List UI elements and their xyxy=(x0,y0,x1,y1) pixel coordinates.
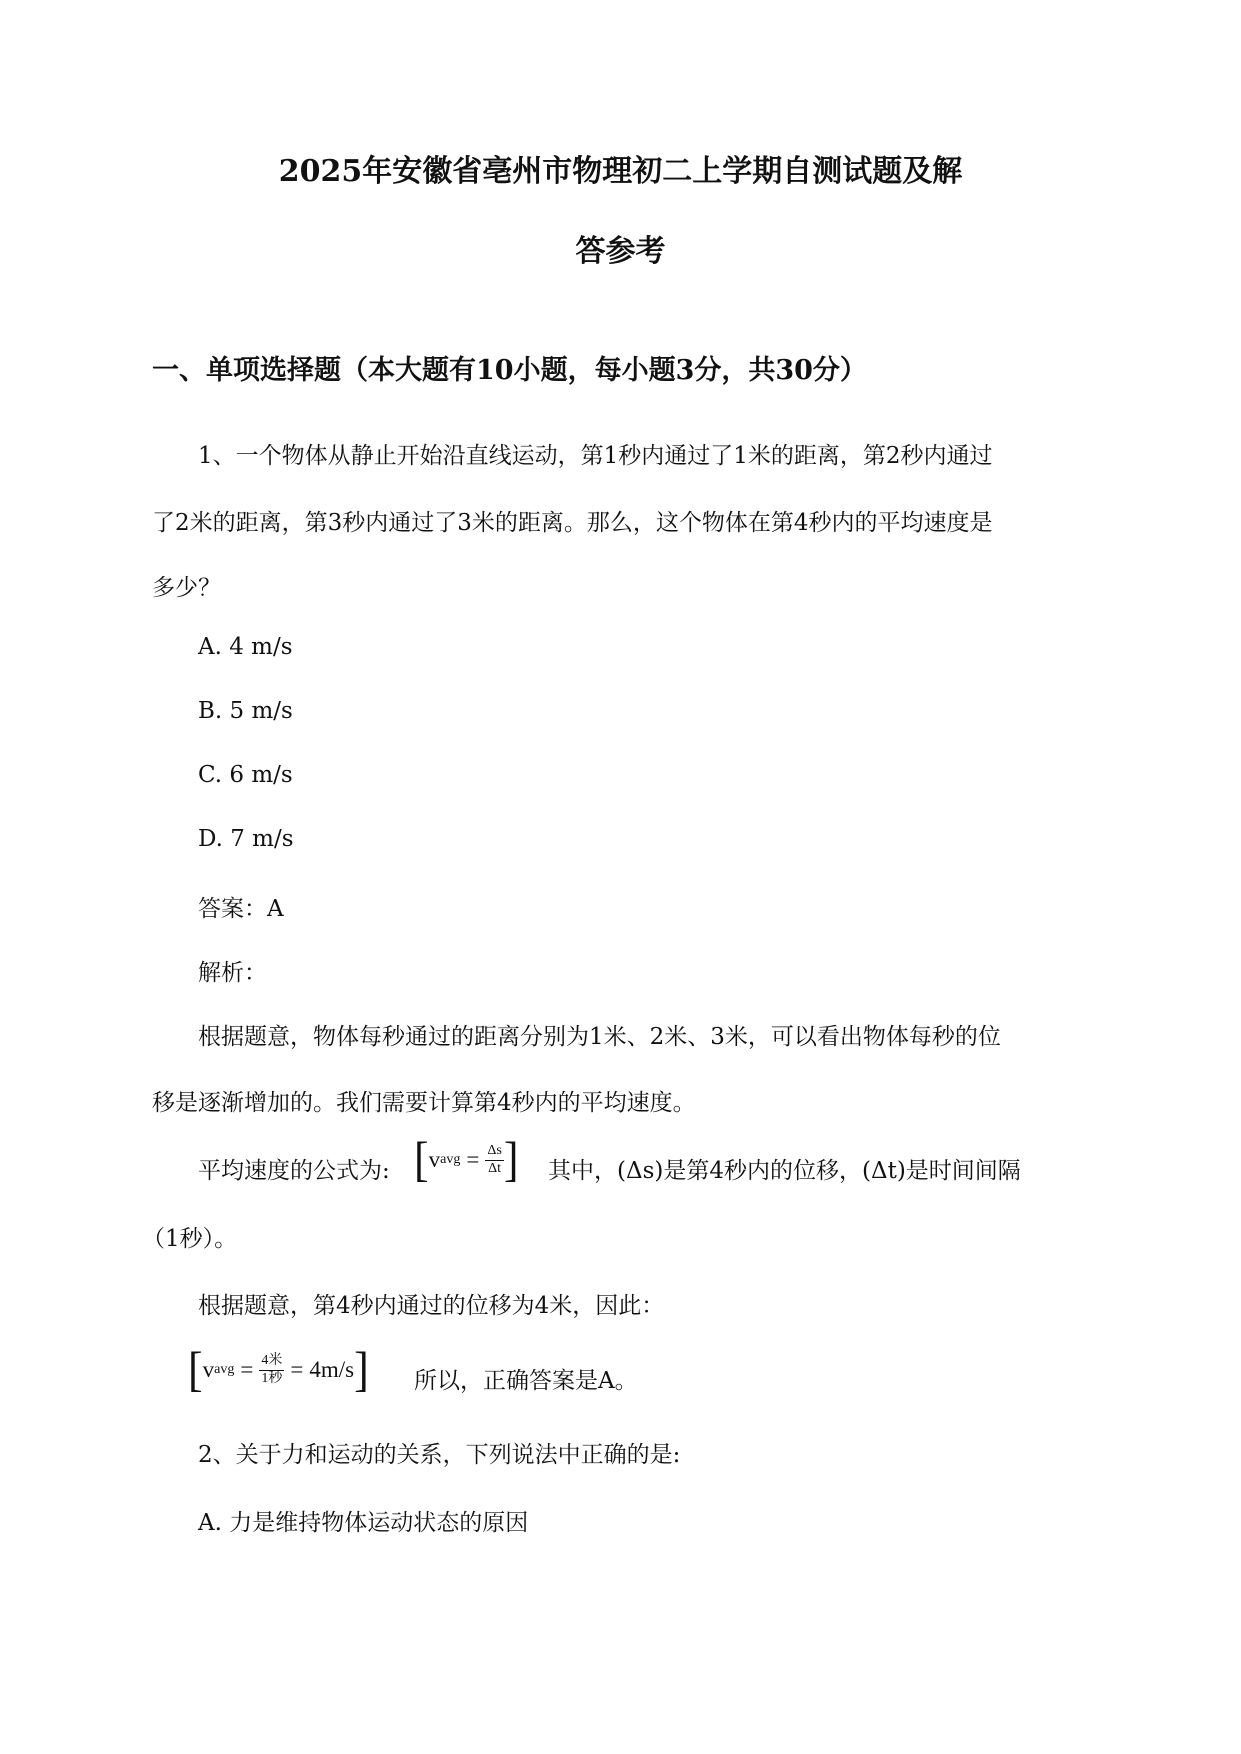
q1-formula-intro: 平均速度的公式为: xyxy=(198,1158,390,1184)
formula-numerator: Δs xyxy=(485,1143,503,1160)
q1-formula-after: 其中，(Δs)是第4秒内的位移，(Δt)是时间间隔 xyxy=(548,1158,1021,1184)
formula2-left-bracket: [ xyxy=(188,1342,203,1397)
document-title-line1: 2025年安徽省亳州市物理初二上学期自测试题及解 xyxy=(278,154,963,189)
formula-left-bracket: [ xyxy=(414,1132,429,1187)
q1-analysis-label: 解析： xyxy=(198,960,267,986)
q1-analysis-p3: 根据题意，第4秒内通过的位移为4米，因此： xyxy=(198,1293,665,1319)
q1-answer: 答案：A xyxy=(198,896,284,922)
formula2-subscript: avg xyxy=(214,1362,235,1377)
q1-conclusion: 所以，正确答案是A。 xyxy=(414,1368,638,1394)
result-formula xyxy=(188,1342,369,1397)
formula2-right-bracket: ] xyxy=(354,1342,369,1397)
q2-stem: 2、关于力和运动的关系，下列说法中正确的是: xyxy=(198,1442,681,1468)
formula-subscript: avg xyxy=(440,1152,461,1167)
formula-right-bracket: ] xyxy=(503,1132,519,1187)
q1-formula-after-line2: （1秒）。 xyxy=(142,1226,238,1252)
formula2-result: 4m/s xyxy=(309,1357,355,1382)
q1-option-b: B. 5 m/s xyxy=(198,698,293,724)
q1-analysis-p1-line1: 根据题意，物体每秒通过的距离分别为1米、2米、3米，可以看出物体每秒的位 xyxy=(198,1024,1001,1050)
q1-stem-line1: 1、一个物体从静止开始沿直线运动，第1秒内通过了1米的距离，第2秒内通过 xyxy=(198,443,993,469)
formula2-equals: = xyxy=(240,1357,254,1382)
formula2-variable: v xyxy=(202,1357,215,1382)
section-heading: 一、单项选择题（本大题有10小题，每小题3分，共30分） xyxy=(152,355,867,386)
formula2-equals-2: = xyxy=(290,1357,304,1382)
q1-option-d: D. 7 m/s xyxy=(198,826,294,852)
q1-stem-line2: 了2米的距离，第3秒内通过了3米的距离。那么，这个物体在第4秒内的平均速度是 xyxy=(152,510,993,536)
q1-stem-line3: 多少？ xyxy=(152,575,221,601)
q1-analysis-p1-line2: 移是逐渐增加的。我们需要计算第4秒内的平均速度。 xyxy=(152,1090,696,1116)
formula2-fraction xyxy=(259,1353,284,1386)
formula-equals: = xyxy=(466,1147,480,1172)
formula-fraction xyxy=(485,1143,503,1176)
average-velocity-formula xyxy=(414,1132,519,1187)
formula2-denominator: 1秒 xyxy=(261,1370,283,1386)
document-title-line2: 答参考 xyxy=(575,234,666,269)
q1-option-c: C. 6 m/s xyxy=(198,762,293,788)
formula-denominator: Δt xyxy=(488,1160,502,1176)
formula-variable: v xyxy=(428,1147,441,1172)
q1-option-a: A. 4 m/s xyxy=(198,634,293,660)
q2-option-a: A. 力是维持物体运动状态的原因 xyxy=(198,1510,529,1536)
formula2-numerator: 4米 xyxy=(259,1353,284,1370)
